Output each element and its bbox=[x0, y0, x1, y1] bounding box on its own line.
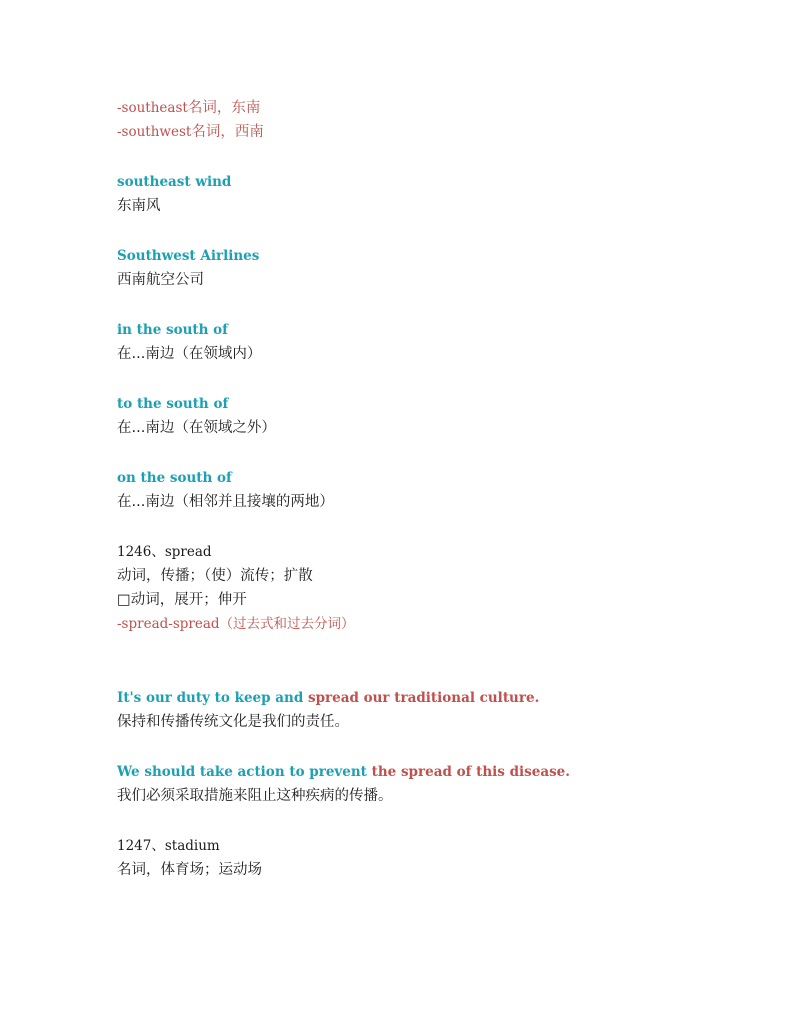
derivative-southwest bbox=[117, 120, 757, 144]
phrase-cn: 东南风 bbox=[117, 198, 161, 214]
derivative-word: -southwest bbox=[117, 124, 192, 140]
phrase-en: southeast wind bbox=[117, 174, 232, 190]
phrase-cn: 在...南边（在领域内） bbox=[117, 346, 262, 362]
example-en bbox=[117, 760, 757, 784]
entry-heading: 1247、stadium bbox=[117, 838, 220, 854]
phrase-cn: 西南航空公司 bbox=[117, 272, 204, 288]
document-page bbox=[117, 96, 757, 882]
phrase-cn: 在...南边（在领域之外） bbox=[117, 420, 276, 436]
example-en-highlight: the spread of this disease. bbox=[371, 764, 570, 780]
phrase-en: in the south of bbox=[117, 322, 228, 338]
example-en-prefix: It's our duty to keep and bbox=[117, 690, 308, 706]
example-en-prefix: We should take action to prevent bbox=[117, 764, 372, 780]
example-cn: 我们必须采取措施来阻止这种疾病的传播。 bbox=[117, 788, 393, 804]
entry-forms: -spread-spread（过去式和过去分词） bbox=[117, 616, 355, 632]
entry-heading: 1246、spread bbox=[117, 544, 212, 560]
example-en-highlight: spread our traditional culture. bbox=[307, 690, 540, 706]
derivative-word: -southeast bbox=[117, 100, 188, 116]
derivative-meaning: 名词，东南 bbox=[187, 100, 261, 116]
example-en bbox=[117, 686, 757, 710]
derivative-southeast bbox=[117, 96, 757, 120]
example-cn: 保持和传播传统文化是我们的责任。 bbox=[117, 714, 349, 730]
derivative-meaning: 名词，西南 bbox=[191, 124, 264, 140]
phrase-en: to the south of bbox=[117, 396, 229, 412]
entry-sense: 动词，传播；（使）流传；扩散 bbox=[117, 568, 313, 584]
phrase-en: on the south of bbox=[117, 470, 232, 486]
phrase-cn: 在...南边（相邻并且接壤的两地） bbox=[117, 494, 334, 510]
entry-sense: □动词，展开；伸开 bbox=[117, 592, 247, 608]
phrase-en: Southwest Airlines bbox=[117, 248, 260, 264]
entry-sense: 名词，体育场；运动场 bbox=[117, 862, 262, 878]
